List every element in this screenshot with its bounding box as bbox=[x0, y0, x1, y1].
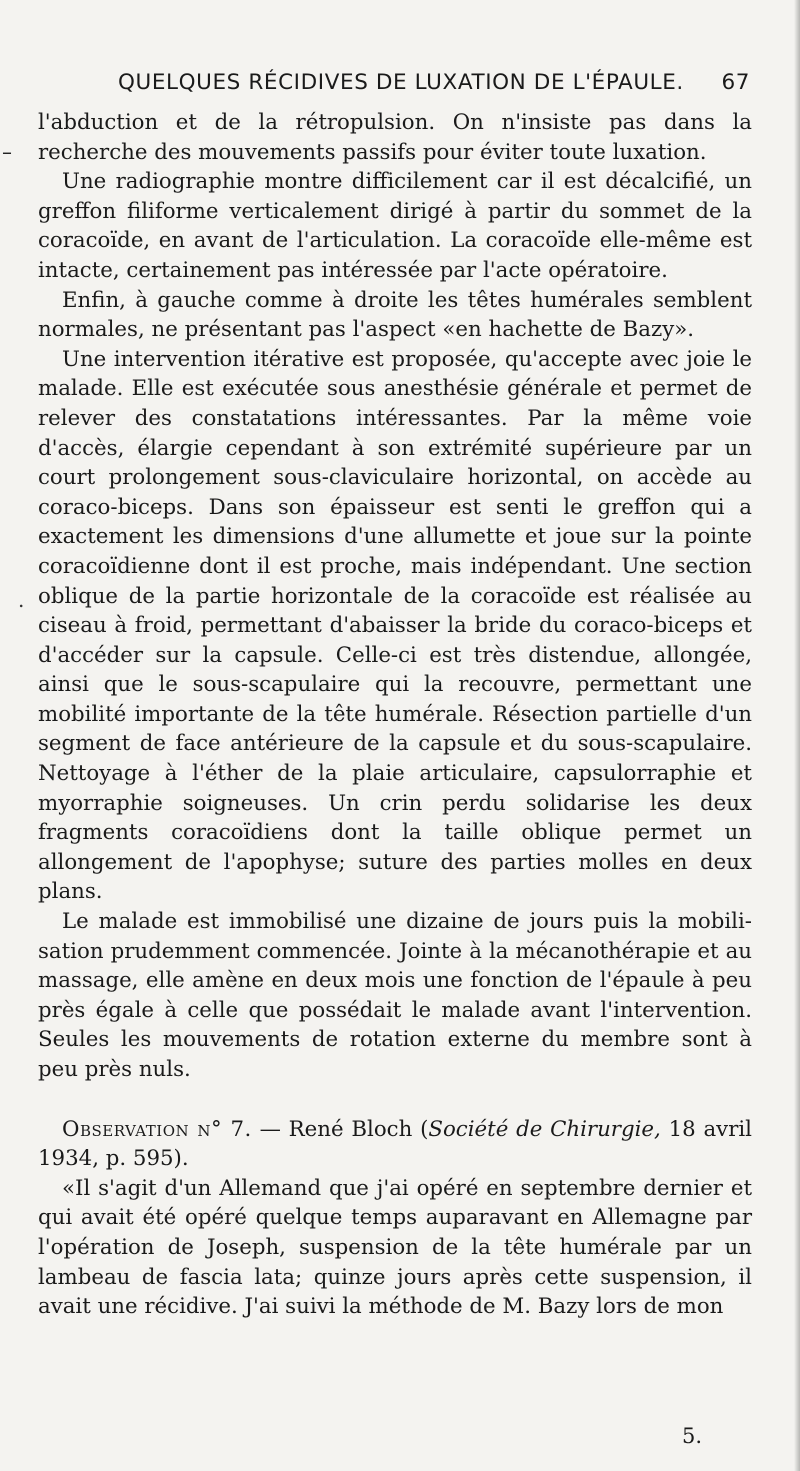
observation-heading bbox=[38, 1115, 752, 1174]
paragraph-quote: «Il s'agit d'un Allemand que j'ai opéré en septembre dernier et qui avait été opéré quelque temps auparavant en Allemagne par l'opération de Joseph, suspension de la tête humérale par un lambeau de fascia lata; quinze jours après cette suspension, il avait une récidive. J'ai suivi la méthode de M. Bazy lors de mon bbox=[38, 1175, 752, 1320]
observation-reference: 18 avril 1934, p. 595). bbox=[38, 1116, 752, 1172]
observation-label: Observation n° 7. bbox=[62, 1116, 252, 1142]
signature-mark: 5. bbox=[682, 1424, 703, 1448]
observation-journal: Société de Chirurgie, bbox=[428, 1116, 661, 1142]
paragraph-intervention: Une intervention itérative est proposée, qu'accepte avec joie le malade. Elle est exécutée sous anesthésie générale et permet de relever des constatations intéressantes. Par la même voie d'accès, élargie cependant à son extrémité supérieure par un court prolongement sous-claviculaire horizontal, on accède au coraco-biceps. Dans son épaisseur est senti le greffon qui a exactement les dimensions d'une allumette et joue sur la pointe coracoïdienne dont il est proche, mais indépendant. Une section oblique de la partie horizontale de la coracoïde est réalisée au ciseau à froid, permettant d'abaisser la bride du coraco-biceps et d'accéder sur la capsule. Celle-ci est très distendue, allongée, ainsi que le sous-scapulaire qui la recouvre, permettant une mobilité importante de la tête humérale. Résection partielle d'un segment de face antérieure de la capsule et du sous-scapulaire. Nettoyage à l'éther de la plaie articulaire, capsulorraphie et myorraphie soigneuses. Un crin perdu solidarise les deux fragments coracoïdiens dont la taille oblique permet un allongement de l'apophyse; suture des parties molles en deux plans. bbox=[38, 346, 752, 905]
observation-author: — René Bloch ( bbox=[251, 1116, 429, 1142]
page-edge-shadow bbox=[794, 0, 800, 1471]
paragraph-radiographie: Une radiographie montre difficilement car il est décalcifié, un greffon filiforme verticalement dirigé à partir du sommet de la coracoïde, en avant de l'articulation. La coracoïde elle-même est intacte, certainement pas intéressée par l'acte opératoire. bbox=[38, 169, 752, 283]
paragraph-continued: l'abduction et de la rétropulsion. On n'insiste pas dans la recherche des mouvements passifs pour éviter toute luxation. bbox=[38, 110, 752, 165]
page-number: 67 bbox=[721, 70, 750, 95]
running-head bbox=[118, 70, 750, 100]
paragraph-immobilisation: Le malade est immobilisé une dizaine de jours puis la mobilisation prudemment commencée. Jointe à la mécanothérapie et au massage, elle amène en deux mois une fonction de l'épaule à peu près égale à celle que possédait le malade avant l'intervention. Seules les mouvements de rotation externe du membre sont à peu près nuls. bbox=[38, 909, 752, 1082]
margin-dot: . bbox=[18, 588, 25, 612]
body-text bbox=[38, 108, 752, 1322]
running-head-title: QUELQUES RÉCIDIVES DE LUXATION DE L'ÉPAULE. bbox=[118, 70, 684, 95]
margin-dash: – bbox=[2, 140, 12, 164]
paragraph-tetes-humerales: Enfin, à gauche comme à droite les têtes humérales semblent normales, ne présentant pas l'aspect «en hachette de Bazy». bbox=[38, 287, 752, 343]
